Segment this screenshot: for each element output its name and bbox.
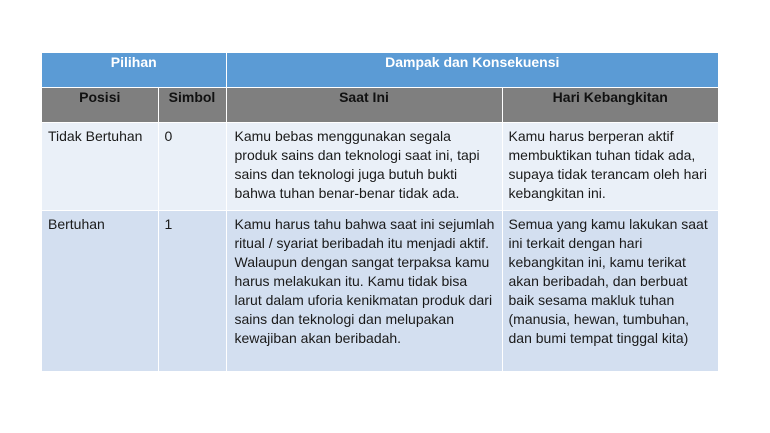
cell-posisi-text: Tidak Bertuhan [48,128,143,144]
header-hari-kebangkitan: Hari Kebangkitan [502,88,718,123]
cell-simbol [158,211,226,372]
cell-simbol [158,123,226,211]
cell-hari-kebangkitan-text: Semua yang kamu lakukan saat ini terkait dengan hari kebangkitan ini, kamu terikat akan beribadah, dan berbuat baik sesama makluk tuhan (manusia, hewan, tumbuhan, dan bumi tempat tinggal kita) [508,216,708,346]
cell-posisi-text: Bertuhan [48,216,105,232]
cell-saat-ini-text: Kamu harus tahu bahwa saat ini sejumlah ritual / syariat beribadah itu menjadi aktif. Walaupun dengan sangat terpaksa kamu harus melakukan itu. Kamu tidak bisa larut dalam uforia kenikmatan produk dari sains dan teknologi dan melupakan kewajiban akan beribadah. [234,216,495,346]
table-header-sub [42,88,718,123]
table-row [42,211,718,372]
cell-saat-ini [226,123,502,211]
cell-simbol-text: 0 [164,128,173,144]
cell-saat-ini [226,211,502,372]
cell-saat-ini-text: Kamu bebas menggunakan segala produk sains dan teknologi saat ini, tapi sains dan teknologi juga butuh bukti bahwa tuhan benar-benar tidak ada. [234,128,480,201]
cell-simbol-text: 1 [164,216,173,232]
consequence-table [42,53,718,372]
cell-posisi [42,123,158,211]
header-posisi: Posisi [42,88,158,123]
cell-posisi [42,211,158,372]
cell-hari-kebangkitan [502,211,718,372]
cell-hari-kebangkitan-text: Kamu harus berperan aktif membuktikan tuhan tidak ada, supaya tidak terancam oleh hari kebangkitan ini. [508,128,707,201]
header-pilihan: Pilihan [42,53,226,88]
table-header-top [42,53,718,88]
cell-hari-kebangkitan [502,123,718,211]
header-simbol: Simbol [158,88,226,123]
header-saat-ini: Saat Ini [226,88,502,123]
header-dampak: Dampak dan Konsekuensi [226,53,718,88]
table-row [42,123,718,211]
